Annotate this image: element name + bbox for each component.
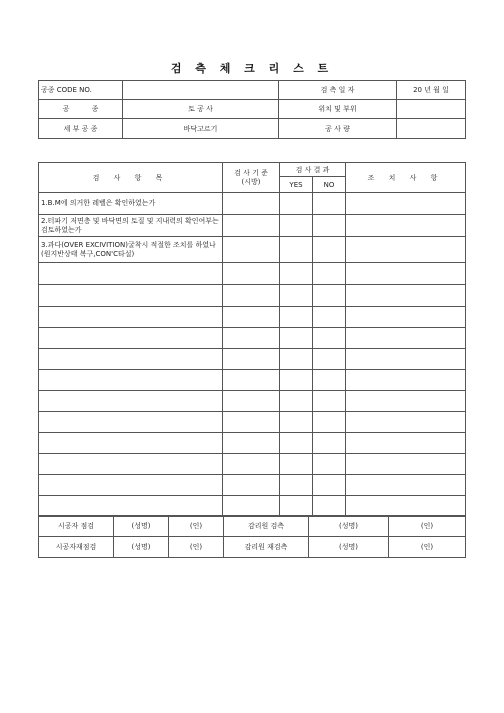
no-cell[interactable] [313, 349, 346, 370]
inspection-item [39, 263, 223, 285]
standard-cell[interactable] [223, 496, 280, 517]
table-row [39, 433, 466, 454]
inspection-item [39, 391, 223, 412]
table-row [39, 370, 466, 391]
yes-cell[interactable] [280, 193, 313, 215]
date-label: 검 측 일 자 [279, 81, 397, 100]
action-cell[interactable] [346, 454, 466, 475]
standard-header [223, 163, 280, 193]
yes-cell[interactable] [280, 215, 313, 237]
supervisor-recheck-seal[interactable]: (인) [389, 537, 466, 558]
no-cell[interactable] [313, 391, 346, 412]
inspection-item: 1.B.M에 의거한 레벨은 확인하였는가 [39, 193, 223, 215]
table-row [39, 215, 466, 237]
table-row [39, 193, 466, 215]
supervisor-recheck-label: 감리원 재검측 [224, 537, 309, 558]
inspection-item [39, 307, 223, 328]
yes-cell[interactable] [280, 263, 313, 285]
table-row [39, 496, 466, 517]
item-header: 검 사 항 목 [39, 163, 223, 193]
standard-cell[interactable] [223, 433, 280, 454]
action-cell[interactable] [346, 328, 466, 349]
standard-header-title: 검 사 기 준 [234, 168, 268, 177]
yes-cell[interactable] [280, 433, 313, 454]
sub-work-value[interactable]: 바닥고르기 [123, 119, 279, 139]
inspection-item [39, 496, 223, 517]
yes-cell[interactable] [280, 454, 313, 475]
yes-cell[interactable] [280, 412, 313, 433]
inspection-item [39, 412, 223, 433]
quantity-value[interactable] [397, 119, 466, 139]
table-row [39, 328, 466, 349]
no-cell[interactable] [313, 370, 346, 391]
table-row [39, 285, 466, 307]
contractor-recheck-name[interactable]: (성명) [114, 537, 169, 558]
action-cell[interactable] [346, 391, 466, 412]
standard-cell[interactable] [223, 349, 280, 370]
location-label: 위치 및 부위 [279, 100, 397, 119]
action-cell[interactable] [346, 263, 466, 285]
no-cell[interactable] [313, 496, 346, 517]
yes-cell[interactable] [280, 391, 313, 412]
supervisor-recheck-name[interactable]: (성명) [309, 537, 389, 558]
yes-cell[interactable] [280, 307, 313, 328]
inspection-item: 2.터파기 저면층 및 바닥면의 토질 및 지내력의 확인여부는 검토하였는가 [39, 215, 223, 237]
work-type-value[interactable]: 토 공 사 [123, 100, 279, 119]
no-cell[interactable] [313, 307, 346, 328]
yes-cell[interactable] [280, 285, 313, 307]
quantity-label: 공 사 량 [279, 119, 397, 139]
yes-cell[interactable] [280, 349, 313, 370]
table-row [39, 454, 466, 475]
no-cell[interactable] [313, 237, 346, 263]
action-cell[interactable] [346, 215, 466, 237]
code-label: 공종 CODE NO. [39, 81, 123, 100]
no-cell[interactable] [313, 285, 346, 307]
standard-cell[interactable] [223, 285, 280, 307]
contractor-check-seal[interactable]: (인) [169, 516, 224, 537]
no-cell[interactable] [313, 215, 346, 237]
standard-cell[interactable] [223, 263, 280, 285]
table-row [39, 475, 466, 496]
inspection-item [39, 285, 223, 307]
table-row [39, 263, 466, 285]
standard-header-sub: (시방) [241, 177, 261, 186]
no-cell[interactable] [313, 475, 346, 496]
date-value[interactable]: 20 년 월 일 [397, 81, 466, 100]
standard-cell[interactable] [223, 370, 280, 391]
contractor-recheck-label: 시공자재점검 [39, 537, 114, 558]
inspection-item: 3.과다(OVER EXCIVITION)굴착시 적절한 조치를 하였나(원지반상태 복구,CON'C타설) [39, 237, 223, 263]
supervisor-check-label: 감리원 검측 [224, 516, 309, 537]
table-row [39, 349, 466, 370]
action-cell[interactable] [346, 349, 466, 370]
yes-header: YES [280, 177, 313, 193]
action-cell[interactable] [346, 475, 466, 496]
yes-cell[interactable] [280, 328, 313, 349]
standard-cell[interactable] [223, 412, 280, 433]
no-cell[interactable] [313, 193, 346, 215]
yes-cell[interactable] [280, 370, 313, 391]
action-cell[interactable] [346, 237, 466, 263]
action-cell[interactable] [346, 193, 466, 215]
action-header: 조 치 사 항 [346, 163, 466, 193]
supervisor-check-name[interactable]: (성명) [309, 516, 389, 537]
action-cell[interactable] [346, 496, 466, 517]
code-value[interactable] [123, 81, 279, 100]
inspection-table [38, 162, 466, 517]
inspection-item [39, 433, 223, 454]
standard-cell[interactable] [223, 328, 280, 349]
page-title: 검 측 체 크 리 스 트 [170, 62, 334, 75]
sub-work-label: 세 부 공 종 [39, 119, 123, 139]
inspection-item [39, 370, 223, 391]
standard-cell[interactable] [223, 307, 280, 328]
standard-cell[interactable] [223, 454, 280, 475]
standard-cell[interactable] [223, 391, 280, 412]
result-header: 검 사 결 과 [280, 163, 346, 177]
action-cell[interactable] [346, 370, 466, 391]
table-row [39, 391, 466, 412]
action-cell[interactable] [346, 307, 466, 328]
no-cell[interactable] [313, 433, 346, 454]
action-cell[interactable] [346, 412, 466, 433]
action-cell[interactable] [346, 285, 466, 307]
inspection-item [39, 475, 223, 496]
inspection-item [39, 349, 223, 370]
contractor-recheck-seal[interactable]: (인) [169, 537, 224, 558]
inspection-item [39, 328, 223, 349]
table-row [39, 307, 466, 328]
supervisor-check-seal[interactable]: (인) [389, 516, 466, 537]
no-cell[interactable] [313, 454, 346, 475]
header-table [38, 80, 466, 139]
no-cell[interactable] [313, 412, 346, 433]
contractor-check-name[interactable]: (성명) [114, 516, 169, 537]
contractor-check-label: 시공자 점검 [39, 516, 114, 537]
signature-table [38, 515, 466, 558]
action-cell[interactable] [346, 433, 466, 454]
no-cell[interactable] [313, 328, 346, 349]
yes-cell[interactable] [280, 237, 313, 263]
location-value[interactable] [397, 100, 466, 119]
no-cell[interactable] [313, 263, 346, 285]
table-row [39, 237, 466, 263]
standard-cell[interactable] [223, 237, 280, 263]
work-type-label: 공 종 [39, 100, 123, 119]
standard-cell[interactable] [223, 193, 280, 215]
table-row [39, 412, 466, 433]
no-header: NO [313, 177, 346, 193]
yes-cell[interactable] [280, 475, 313, 496]
standard-cell[interactable] [223, 215, 280, 237]
standard-cell[interactable] [223, 475, 280, 496]
yes-cell[interactable] [280, 496, 313, 517]
inspection-item [39, 454, 223, 475]
